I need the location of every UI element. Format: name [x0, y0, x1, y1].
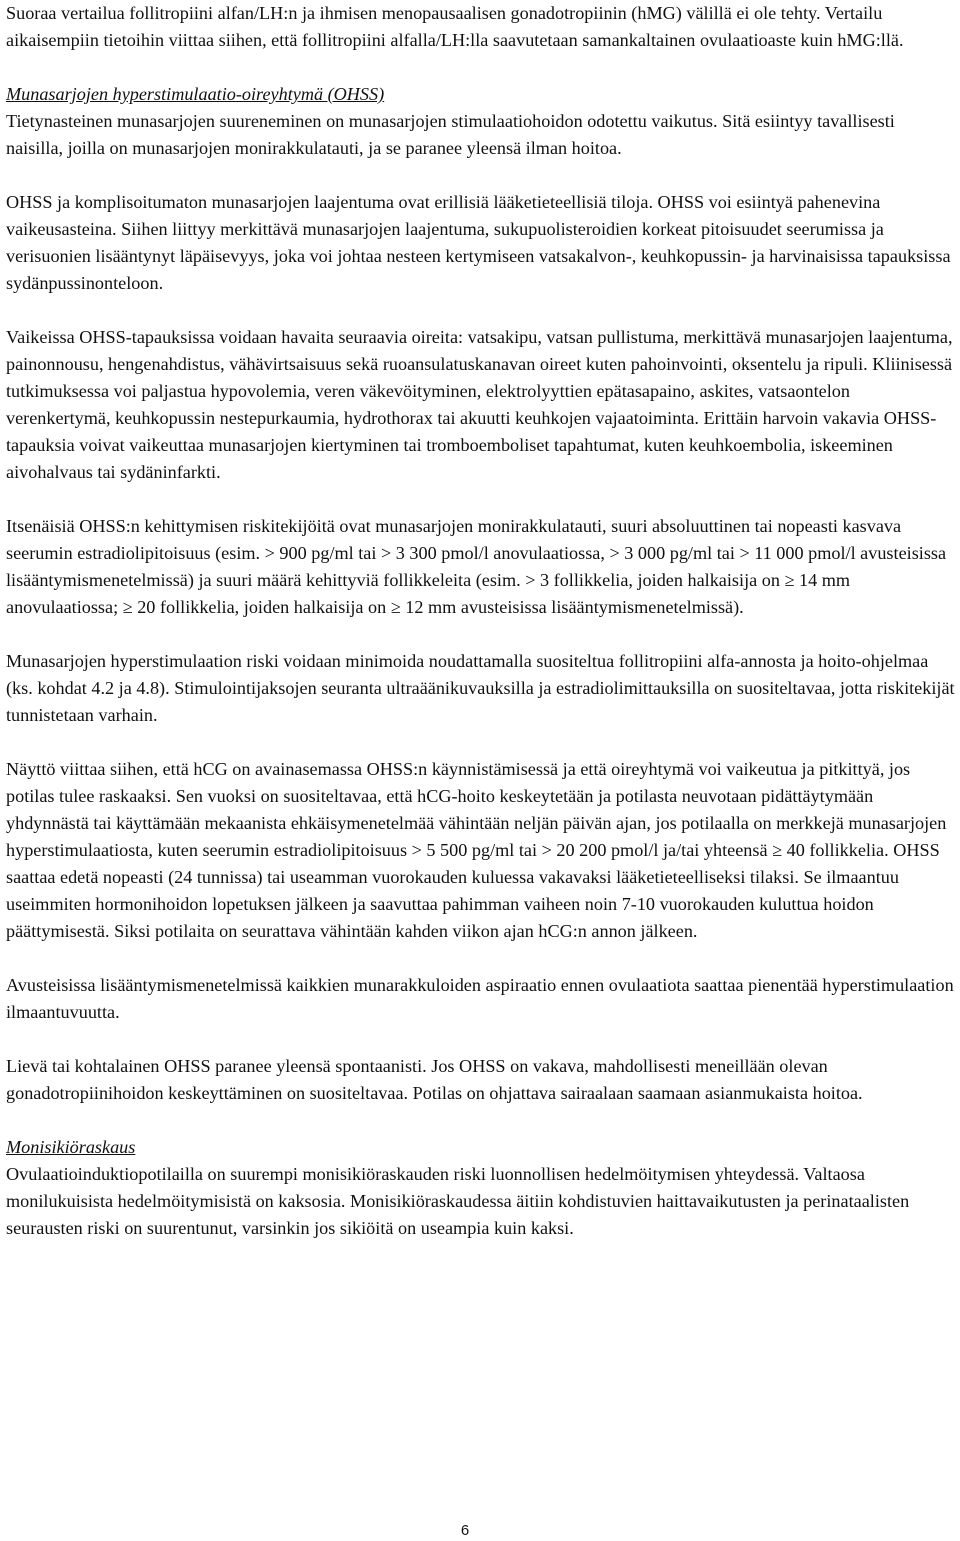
- ohss-paragraph-6: Näyttö viittaa siihen, että hCG on avainasemassa OHSS:n käynnistämisessä ja että oireyhtymä voi vaikeutua ja pitkittyä, jos potilas tulee raskaaksi. Sen vuoksi on suositeltavaa, että hCG-hoito keskeytetään ja potilasta neuvotaan pidättäytymään yhdynnästä tai käyttämään mekaanista ehkäisymenetelmää vähintään neljän päivän ajan, jos potilaalla on merkkejä munasarjojen hyperstimulaatiosta, kuten seerumin estradiolipitoisuus > 5 500 pg/ml tai > 20 200 pmol/l ja/tai yhteensä ≥ 40 follikkelia. OHSS saattaa edetä nopeasti (24 tunnissa) tai useamman vuorokauden kuluessa vakavaksi lääketieteelliseksi tilaksi. Se ilmaantuu useimmiten hormonihoidon lopetuksen jälkeen ja saavuttaa pahimman vaiheen noin 7-10 vuorokauden kuluttua hoidon päättymisestä. Siksi potilaita on seurattava vähintään kahden viikon ajan hCG:n annon jälkeen.: [6, 759, 947, 941]
- ohss-paragraph-2: OHSS ja komplisoitumaton munasarjojen laajentuma ovat erillisiä lääketieteellisiä tiloja. OHSS voi esiintyä pahenevina vaikeusasteina. Siihen liittyy merkittävä munasarjojen laajentuma, sukupuolisteroidien korkeat pitoisuudet seerumissa ja verisuonien lisääntynyt läpäisevyys, joka voi johtaa nesteen kertymiseen vatsakalvon-, keuhkopussin- ja harvinaisissa tapauksissa sydänpussinonteloon.: [6, 192, 951, 293]
- ohss-paragraph-8: Lievä tai kohtalainen OHSS paranee yleensä spontaanisti. Jos OHSS on vakava, mahdollisesti meneillään olevan gonadotropiinihoidon keskeyttäminen on suositeltavaa. Potilas on ohjattava sairaalaan saamaan asianmukaista hoitoa.: [6, 1056, 863, 1103]
- ohss-heading: Munasarjojen hyperstimulaatio-oireyhtymä (OHSS): [6, 84, 385, 104]
- ohss-paragraph-1: Tietynasteinen munasarjojen suureneminen on munasarjojen stimulaatiohoidon odotettu vaikutus. Sitä esiintyy tavallisesti naisilla, joilla on munasarjojen monirakkulatauti, ja se paranee yleensä ilman hoitoa.: [6, 111, 895, 158]
- ohss-section: [6, 81, 956, 162]
- ohss-paragraph-5: Munasarjojen hyperstimulaation riski voidaan minimoida noudattamalla suositeltua follitropiini alfa-annosta ja hoito-ohjelmaa (ks. kohdat 4.2 ja 4.8). Stimulointijaksojen seuranta ultraäänikuvauksilla ja estradiolimittauksilla on suositeltavaa, jotta riskitekijät tunnistetaan varhain.: [6, 651, 955, 725]
- multiple-pregnancy-heading: Monisikiöraskaus: [6, 1137, 136, 1157]
- multiple-pregnancy-section: [6, 1134, 956, 1242]
- intro-paragraph: Suoraa vertailua follitropiini alfan/LH:n ja ihmisen menopausaalisen gonadotropiinin (hMG) välillä ei ole tehty. Vertailu aikaisempiin tietoihin viittaa siihen, että follitropiini alfalla/LH:lla saavutetaan samankaltainen ovulaatioaste kuin hMG:llä.: [6, 3, 904, 50]
- ohss-paragraph-4: Itsenäisiä OHSS:n kehittymisen riskitekijöitä ovat munasarjojen monirakkulatauti, suuri absoluuttinen tai nopeasti kasvava seerumin estradiolipitoisuus (esim. > 900 pg/ml tai > 3 300 pmol/l anovulaatiossa, > 3 000 pg/ml tai > 11 000 pmol/l avusteisissa lisääntymismenetelmissä) ja suuri määrä kehittyviä follikkeleita (esim. > 3 follikkelia, joiden halkaisija on ≥ 14 mm anovulaatiossa; ≥ 20 follikkelia, joiden halkaisija on ≥ 12 mm avusteisissa lisääntymismenetelmissä).: [6, 516, 947, 617]
- ohss-paragraph-7: Avusteisissa lisääntymismenetelmissä kaikkien munarakkuloiden aspiraatio ennen ovulaatiota saattaa pienentää hyperstimulaation ilmaantuvuutta.: [6, 975, 954, 1022]
- multiple-pregnancy-paragraph: Ovulaatioinduktiopotilailla on suurempi monisikiöraskauden riski luonnollisen hedelmöitymisen yhteydessä. Valtaosa monilukuisista hedelmöitymisistä on kaksosia. Monisikiöraskaudessa äitiin kohdistuvien haittavaikutusten ja perinataalisten seurausten riski on suurentunut, varsinkin jos sikiöitä on useampia kuin kaksi.: [6, 1164, 910, 1238]
- document-page: [6, 0, 956, 1242]
- page-number: 6: [460, 1522, 470, 1539]
- ohss-paragraph-3: Vaikeissa OHSS-tapauksissa voidaan havaita seuraavia oireita: vatsakipu, vatsan pullistuma, merkittävä munasarjojen laajentuma, painonnousu, hengenahdistus, vähävirtsaisuus sekä ruoansulatuskanavan oireet kuten pahoinvointi, oksentelu ja ripuli. Kliinisessä tutkimuksessa voi paljastua hypovolemia, veren väkevöityminen, elektrolyyttien epätasapaino, askites, vatsaontelon verenkertymä, keuhkopussin nestepurkaumia, hydrothorax tai akuutti keuhkojen vajaatoiminta. Erittäin harvoin vakavia OHSS-tapauksia voivat vaikeuttaa munasarjojen kiertyminen tai tromboemboliset tapahtumat, kuten keuhkoembolia, iskeeminen aivohalvaus tai sydäninfarkti.: [6, 327, 953, 482]
